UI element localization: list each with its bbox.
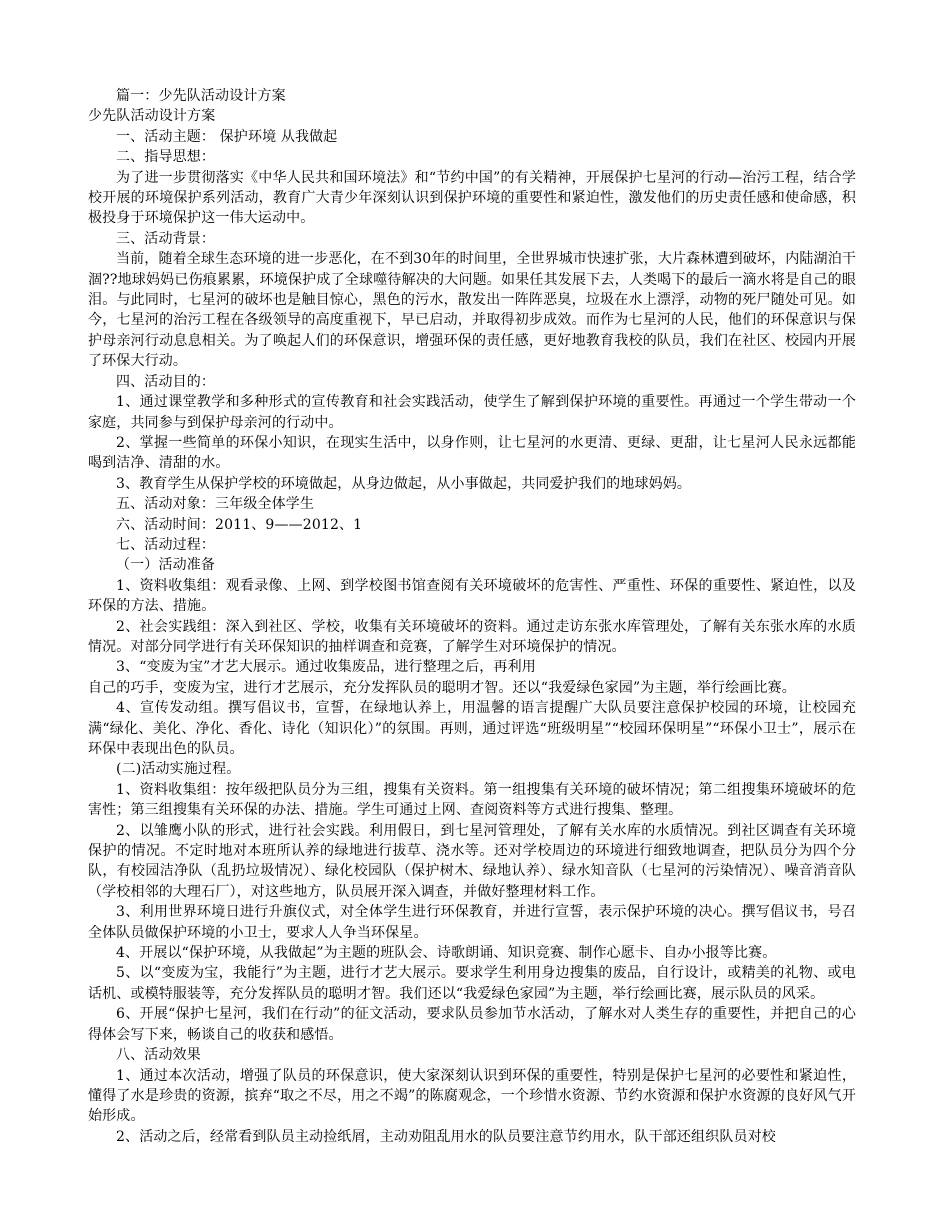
- section-heading: 八、活动效果: [116, 1047, 201, 1064]
- section-heading: 六、活动时间：2011、9——2012、1: [116, 516, 363, 533]
- paragraph: 3、“变废为宝”才艺大展示。通过收集废品，进行整理之后，再利用: [116, 659, 536, 676]
- section-heading: 五、活动对象：三年级全体学生: [116, 496, 315, 513]
- section-heading: 一、活动主题： 保护环境 从我做起: [116, 128, 338, 145]
- paragraph: 当前，随着全球生态环境的进一步恶化，在不到30年的时间里，全世界城市快速扩张，大片森林遭到破坏，内陆湖泊干涸??地球妈妈已伤痕累累，环境保护成了全球噬待解决的大问题。如果任其发展下去，人类喝下的最后一滴水将是自己的眼泪。与此同时，七星河的破坏也是触目惊心，黑色的污水，散发出一阵阵恶臭，垃圾在水上漂浮，动物的死尸随处可见。如今，七星河的治污工程在各级领导的高度重视下，早已启动，并取得初步成效。而作为七星河的人民，他们的环保意识与保护母亲河行动息息相关。为了唤起人们的环保意识，增强环保的责任感，更好地教育我校的队员，我们在社区、校园内开展了环保大行动。: [88, 251, 856, 370]
- paragraph: 2、以雏鹰小队的形式，进行社会实践。利用假日，到七星河管理处，了解有关水库的水质情况。到社区调查有关环境保护的情况。不定时地对本班所认养的绿地进行拔草、浇水等。还对学校周边的环境进行细致地调查，把队员分为四个分队，有校园洁净队（乱扔垃圾情况）、绿化校园队（保护树木、绿地认养）、绿水知音队（七星河的污染情况）、噪音消音队（学校相邻的大理石厂），对这些地方，队员展开深入调查，并做好整理材料工作。: [88, 822, 856, 900]
- paragraph: 3、教育学生从保护学校的环境做起，从身边做起，从小事做起，共同爱护我们的地球妈妈。: [116, 475, 692, 492]
- paragraph: 为了进一步贯彻落实《中华人民共和国环境法》和“节约中国”的有关精神，开展保护七星河的行动—治污工程，结合学校开展的环境保护系列活动，教育广大青少年深刻认识到保护环境的重要性和紧迫性，激发他们的历史责任感和使命感，积极投身于环境保护这一伟大运动中。: [88, 169, 856, 227]
- paragraph: 4、宣传发动组。撰写倡议书，宣誓，在绿地认养上，用温馨的语言提醒广大队员要注意保护校园的环境，让校园充满“绿化、美化、净化、香化、诗化（知识化）”的氛围。再则，通过评选“班级明星”“校园环保明星”“环保小卫士”，展示在环保中表现出色的队员。: [88, 700, 856, 757]
- paragraph: 1、通过课堂教学和多种形式的宣传教育和社会实践活动，使学生了解到保护环境的重要性。再通过一个学生带动一个家庭，共同参与到保护母亲河的行动中。: [88, 394, 856, 431]
- section-heading: 二、指导思想：: [116, 149, 216, 166]
- paragraph-continuation: 自己的巧手，变废为宝，进行才艺展示，充分发挥队员的聪明才智。还以“我爱绿色家园”为主题，举行绘画比赛。: [88, 679, 796, 696]
- paragraph: 5、以“变废为宝，我能行”为主题，进行才艺大展示。要求学生利用身边搜集的废品，自行设计，或精美的礼物、或电话机、或模特服装等，充分发挥队员的聪明才智。我们还以“我爱绿色家园”为主题，举行绘画比赛，展示队员的风采。: [88, 965, 856, 1002]
- paragraph: 1、资料收集组：按年级把队员分为三组，搜集有关资料。第一组搜集有关环境的破坏情况；第二组搜集环境破坏的危害性；第三组搜集有关环保的办法、措施。学生可通过上网、查阅资料等方式进行搜集、整理。: [88, 781, 856, 819]
- paragraph: 6、开展“保护七星河，我们在行动”的征文活动，要求队员参加节水活动，了解水对人类生存的重要性，并把自己的心得体会写下来，畅谈自己的收获和感悟。: [88, 1006, 856, 1043]
- section-heading: 七、活动过程：: [116, 536, 216, 553]
- document-subtitle: 少先队活动设计方案: [88, 108, 216, 125]
- paragraph: 2、社会实践组：深入到社区、学校，收集有关环境破坏的资料。通过走访东张水库管理处，了解有关东张水库的水质情况。对部分同学进行有关环保知识的抽样调查和竞赛，了解学生对环境保护的情况。: [88, 618, 856, 655]
- paragraph: 2、掌握一些简单的环保小知识，在现实生活中，以身作则，让七星河的水更清、更绿、更甜，让七星河人民永远都能喝到洁净、清甜的水。: [88, 434, 856, 472]
- paragraph: 1、通过本次活动，增强了队员的环保意识，使大家深刻认识到环保的重要性，特别是保护七星河的必要性和紧迫性，懂得了水是珍贵的资源，摈弃“取之不尽，用之不竭”的陈腐观念，一个珍惜水资源、节约水资源和保护水资源的良好风气开始形成。: [88, 1067, 856, 1125]
- document-body: [88, 86, 856, 1147]
- subsection-heading: （一）活动准备: [116, 557, 216, 574]
- section-heading: 四、活动目的：: [116, 373, 216, 390]
- paragraph: 4、开展以“保护环境，从我做起”为主题的班队会、诗歌朗诵、知识竞赛、制作心愿卡、自办小报等比赛。: [116, 945, 777, 962]
- section-heading: 三、活动背景：: [116, 230, 216, 247]
- document-title: 篇一：少先队活动设计方案: [116, 88, 286, 104]
- subsection-heading: (二)活动实施过程。: [116, 761, 241, 778]
- paragraph: 2、活动之后，经常看到队员主动捡纸屑，主动劝阻乱用水的队员要注意节约用水，队干部还组织队员对校: [116, 1128, 776, 1145]
- paragraph: 3、利用世界环境日进行升旗仪式，对全体学生进行环保教育，并进行宣誓，表示保护环境的决心。撰写倡议书，号召全体队员做保护环境的小卫士，要求人人争当环保星。: [88, 904, 856, 941]
- paragraph: 1、资料收集组：观看录像、上网、到学校图书馆查阅有关环境破坏的危害性、严重性、环保的重要性、紧迫性，以及环保的方法、措施。: [88, 577, 856, 615]
